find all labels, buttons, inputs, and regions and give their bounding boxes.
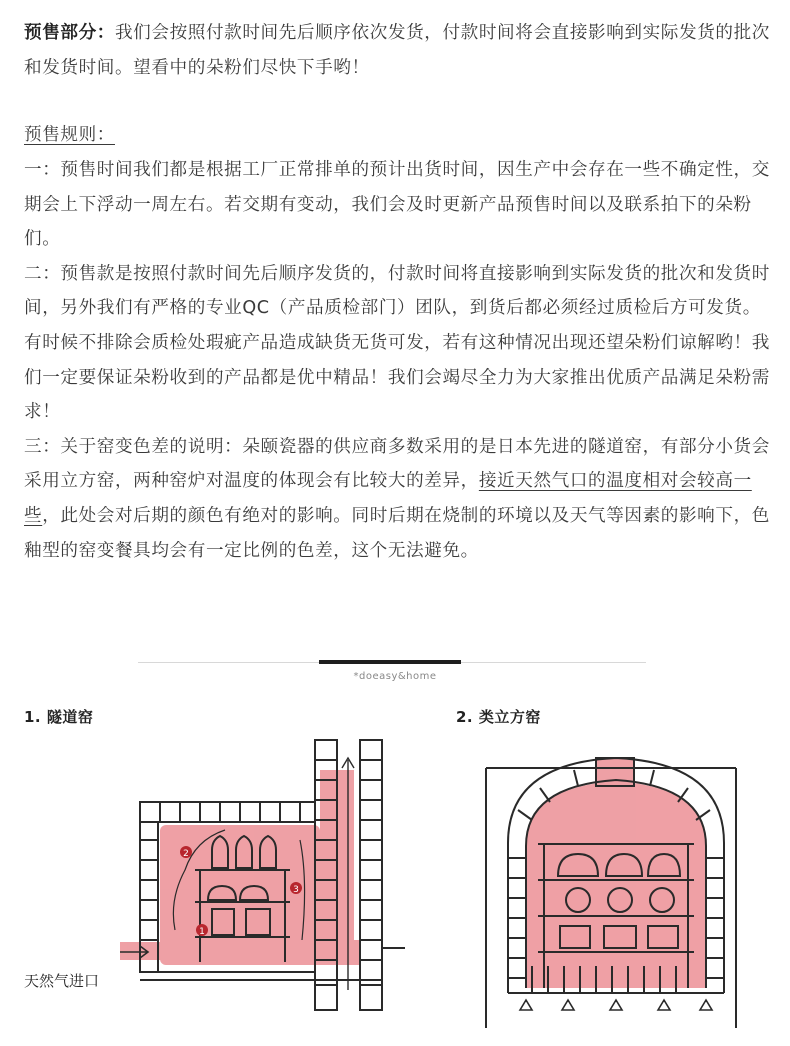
rules-title: 预售规则： <box>24 125 115 145</box>
rule-2: 二：预售款是按照付款时间先后顺序发货的，付款时间将直接影响到实际发货的批次和发货时间，另外我们有严格的专业QC（产品质检部门）团队，到货后都必须经过质检后方可发货。有时候不排除会质检处瑕疵产品造成缺货无货可发，若有这种情况出现还望朵粉们谅解哟！我们一定要保证朵粉收到的产品都是优中精品！我们会竭尽全力为大家推出优质产品满足朵粉需求！ <box>24 263 770 423</box>
rule-3-part-a: 三：关于窑变色差的说明：朵颐瓷器的供应商多数采用的是日本先进的隧道窑，有部分小货会采用立方窑，两种窑炉对温度的体现会有比较大的差异， <box>24 436 770 492</box>
rule-3-part-c: ，此处会对后期的颜色有绝对的影响。同时后期在烧制的环境以及天气等因素的影响下，色釉型的窑变餐具均会有一定比例的色差，这个无法避免。 <box>24 505 770 561</box>
rule-3 <box>24 430 774 568</box>
cube-kiln-caption: 2. 类立方窑 <box>456 708 541 726</box>
rules-list <box>24 153 774 568</box>
presale-intro-text: 我们会按照付款时间先后顺序依次发货，付款时间将会直接影响到实际发货的批次和发货时间。望看中的朵粉们尽快下手哟！ <box>24 23 770 78</box>
svg-text:1: 1 <box>199 927 205 937</box>
presale-lead: 预售部分： <box>24 23 115 43</box>
svg-text:3: 3 <box>293 885 299 895</box>
kiln-outer-wall <box>140 802 315 822</box>
divider-accent <box>319 660 461 664</box>
brand-mark: *doeasy&home <box>353 671 437 682</box>
rule-3-underlined: 接近天然气口的温度相对会较高一些 <box>24 471 752 526</box>
tunnel-kiln-caption: 1. 隧道窑 <box>24 708 94 726</box>
svg-text:2: 2 <box>183 849 189 859</box>
burner-arrows <box>520 1000 712 1010</box>
gas-inlet-label: 天然气进口 <box>24 972 100 990</box>
rule-1: 一：预售时间我们都是根据工厂正常排单的预计出货时间，因生产中会存在一些不确定性，交期会上下浮动一周左右。若交期有变动，我们会及时更新产品预售时间以及联系拍下的朵粉们。 <box>24 160 770 250</box>
presale-intro <box>24 16 774 85</box>
cube-kiln-illustration <box>478 748 750 1038</box>
tunnel-kiln-illustration <box>120 730 420 1035</box>
